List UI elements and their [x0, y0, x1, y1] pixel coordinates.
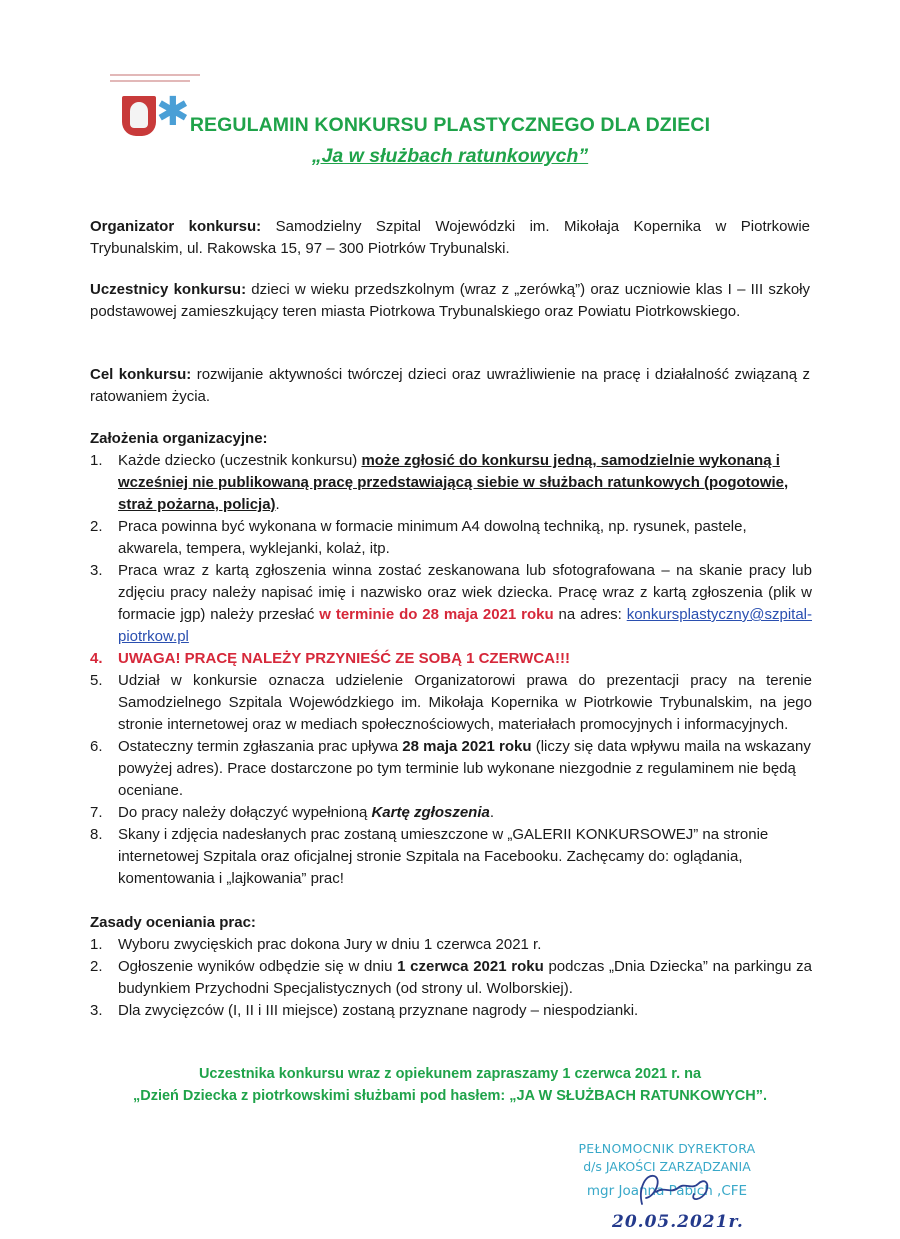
signature-date: 20.05.2021r.	[612, 1212, 744, 1232]
participants-text: dzieci w wieku przedszkolnym (wraz z „zerówką”) oraz uczniowie klas I – III szkoły podstawowej zamieszkujący teren miasta Piotrkowa Trybunalskiego oraz Powiatu Piotrkowskiego.	[90, 281, 811, 320]
list-item: 3. Dla zwycięzców (I, II i III miejsce) zostaną przyznane nagrody – niespodzianki.	[90, 1002, 639, 1019]
list-item: 4. UWAGA! PRACĘ NALEŻY PRZYNIEŚĆ ZE SOBĄ 1 CZERWCA!!!	[90, 650, 570, 667]
hospital-logo	[96, 70, 206, 150]
organizer-text: Samodzielny Szpital Wojewódzki im. Mikołaja Kopernika w Piotrkowie Trybunalskim, ul. Rakowska 15, 97 – 300 Piotrków Trybunalski.	[90, 218, 810, 257]
goal-paragraph	[90, 364, 810, 408]
logo-line	[110, 80, 190, 82]
assumptions-heading: Założenia organizacyjne:	[90, 430, 268, 447]
list-item: 7. Do pracy należy dołączyć wypełnioną Kartę zgłoszenia.	[90, 804, 495, 821]
list-item: 2. Praca powinna być wykonana w formacie minimum A4 dowolną techniką, np. rysunek, pastele, akwarela, tempera, wyklejanki, kolaż, itp.	[90, 518, 747, 557]
evaluation-list	[90, 934, 812, 1022]
logo-line	[110, 74, 200, 76]
list-item: 2. Ogłoszenie wyników odbędzie się w dniu 1 czerwca 2021 roku podczas „Dnia Dziecka” na parkingu za budynkiem Przychodni Specjalistycznych (od strony ul. Wolborskiej).	[90, 958, 813, 997]
document-title: REGULAMIN KONKURSU PLASTYCZNEGO DLA DZIECI	[189, 114, 711, 136]
invitation-line-1: Uczestnika konkursu wraz z opiekunem zapraszamy 1 czerwca 2021 r. na	[198, 1066, 702, 1082]
list-item: 8. Skany i zdjęcia nadesłanych prac zostaną umieszczone w „GALERII KONKURSOWEJ” na stronie internetowej Szpitala oraz oficjalnej stronie Szpitala na Facebooku. Zachęcamy do: oglądania, komentowania i „lajkowania” prac!	[90, 826, 769, 887]
list-item: 5. Udział w konkursie oznacza udzielenie Organizatorowi prawa do prezentacji pracy na terenie Samodzielnego Szpitala Wojewódzkiego im. Mikołaja Kopernika w Piotrkowie Trybunalskim, na jego stronie internetowej oraz w mediach społecznościowych, materiałach promocyjnych i informacyjnych.	[90, 672, 812, 733]
stamp-line-2: d/s JAKOŚCI ZARZĄDZANIA	[583, 1159, 751, 1174]
participants-paragraph	[90, 279, 810, 323]
contest-email-link[interactable]: konkursplastyczny@szpital-piotrkow.pl	[118, 606, 812, 645]
star-of-life-icon: ✱	[156, 89, 190, 135]
participants-label: Uczestnicy konkursu:	[90, 281, 247, 298]
list-item: 1. Każde dziecko (uczestnik konkursu) może zgłosić do konkursu jedną, samodzielnie wykonaną i wcześniej nie publikowaną pracę przedstawiającą siebie w służbach ratunkowych (pogotowie, straż pożarna, policja).	[90, 452, 789, 513]
document-subtitle: „Ja w służbach ratunkowych”	[311, 145, 589, 167]
stamp-line-1: PEŁNOMOCNIK DYREKTORA	[578, 1141, 756, 1156]
signature-icon	[632, 1168, 722, 1210]
stamp-line-3: mgr Joanna Pabich ,CFE	[586, 1183, 748, 1199]
goal-text: rozwijanie aktywności twórczej dzieci oraz uwrażliwienie na pracę i działalność związaną z ratowaniem życia.	[90, 366, 810, 405]
list-item: 1. Wyboru zwycięskich prac dokona Jury w dniu 1 czerwca 2021 r.	[90, 936, 542, 953]
evaluation-heading: Zasady oceniania prac:	[90, 914, 256, 931]
assumptions-list	[90, 450, 812, 890]
organizer-paragraph	[90, 216, 810, 260]
invitation-line-2: „Dzień Dziecka z piotrkowskimi służbami pod hasłem: „JA W SŁUŻBACH RATUNKOWYCH”.	[132, 1088, 768, 1104]
goal-label: Cel konkursu:	[90, 366, 192, 383]
list-item: 6. Ostateczny termin zgłaszania prac upływa 28 maja 2021 roku (liczy się data wpływu maila na wskazany powyżej adres). Prace dostarczone po tym terminie lub wykonane niezgodnie z regulaminem nie będą oceniane.	[90, 738, 811, 799]
list-item: 3. Praca wraz z kartą zgłoszenia winna zostać zeskanowana lub sfotografowana – na skanie pracy lub zdjęciu pracy należy napisać imię i nazwisko oraz wiek dziecka. Pracę wraz z kartą zgłoszenia (plik w formacie jgp) należy przesłać w terminie do 28 maja 2021 roku na adres: konkursplastyczny@szpital-piotrkow.pl	[90, 562, 812, 645]
organizer-label: Organizator konkursu:	[90, 218, 262, 235]
